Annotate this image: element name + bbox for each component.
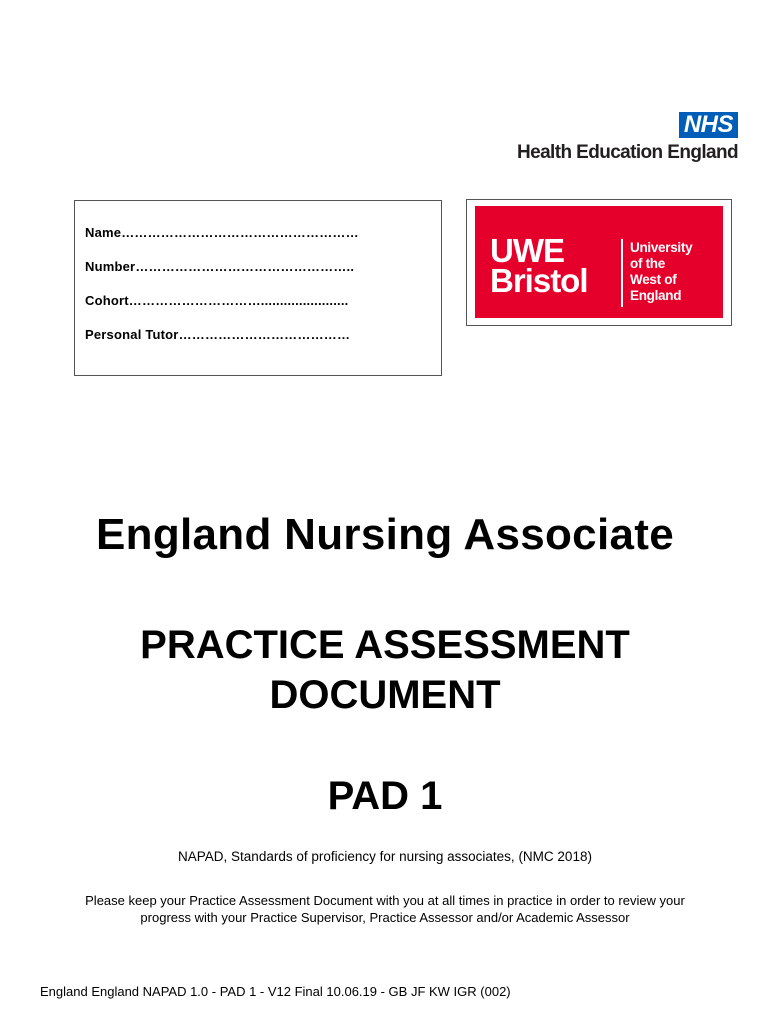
pad-label: PAD 1 [327,774,443,818]
heading-line-1: PRACTICE ASSESSMENT [140,623,630,667]
nhs-logo: NHS [679,112,738,138]
student-details-box [74,200,442,376]
university-line-3: West of [630,272,677,287]
note-line-1: Please keep your Practice Assessment Document with you at all times in practice in order to review your [85,893,685,908]
instruction-note [0,892,770,926]
cohort-field: Cohort…………………………....................... [85,293,349,308]
number-field: Number………………………………………….. [85,259,355,274]
university-line-1: University [630,240,693,255]
personal-tutor-field: Personal Tutor………………………………… [85,327,351,342]
note-line-2: progress with your Practice Supervisor, Practice Assessor and/or Academic Assessor [140,910,630,925]
name-field: Name……………………………………………… [85,225,359,240]
uwe-logo-frame [466,199,732,326]
document-heading [0,620,770,720]
heading-line-2: DOCUMENT [269,673,501,717]
university-line-2: of the [630,256,665,271]
nhs-header [498,112,738,164]
uwe-bristol-logo [475,206,723,318]
standards-subtitle: NAPAD, Standards of proficiency for nursing associates, (NMC 2018) [178,849,592,864]
uwe-logo-divider [621,239,623,307]
document-footer: England England NAPAD 1.0 - PAD 1 - V12 Final 10.06.19 - GB JF KW IGR (002) [40,984,511,999]
uwe-bristol-wordmark [490,232,588,299]
university-name [630,240,692,304]
document-title: England Nursing Associate [96,510,674,559]
health-education-england-wordmark: Health Education England [516,142,738,163]
uwe-line: UWE [490,232,564,269]
university-line-4: England [630,288,682,303]
bristol-line: Bristol [490,262,588,299]
